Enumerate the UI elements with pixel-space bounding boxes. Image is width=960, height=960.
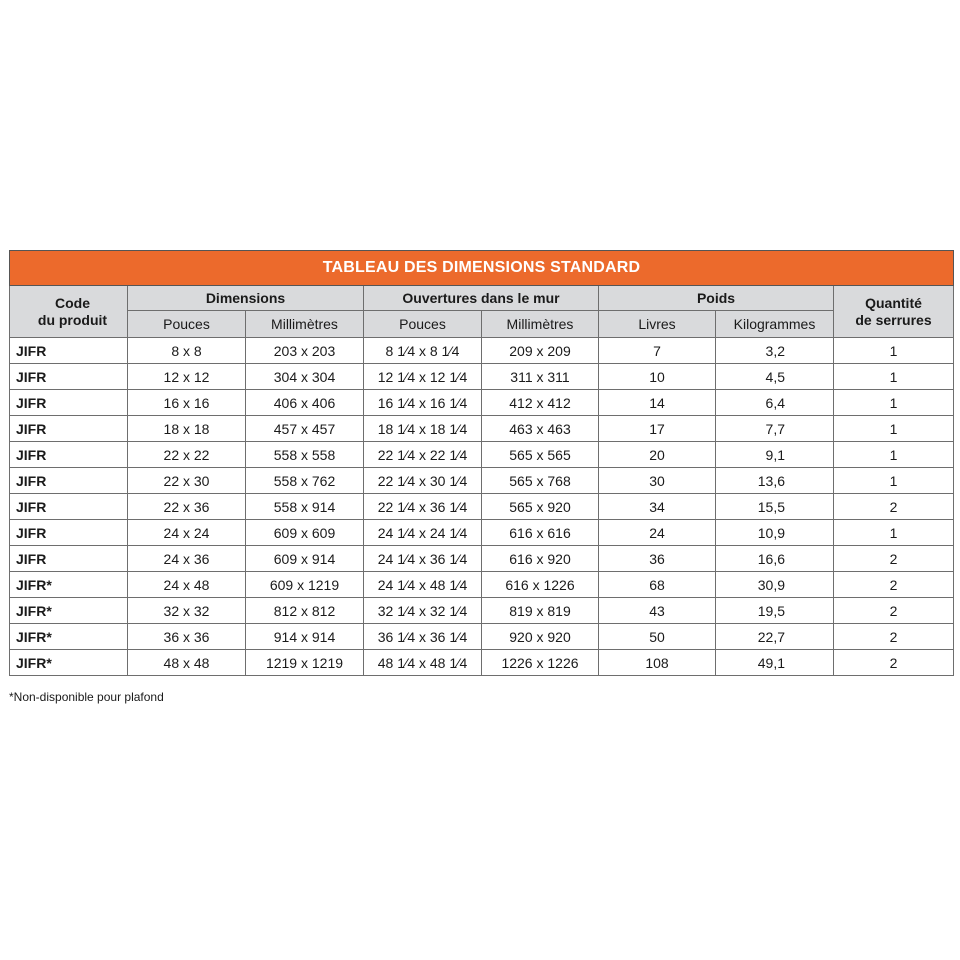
product-code-cell: JIFR [10, 416, 128, 442]
opening-mm-cell: 616 x 920 [482, 546, 599, 572]
weight-kg-cell: 49,1 [716, 650, 834, 676]
table-title: TABLEAU DES DIMENSIONS STANDARD [10, 251, 954, 286]
dim-mm-cell: 457 x 457 [246, 416, 364, 442]
dim-mm-cell: 203 x 203 [246, 338, 364, 364]
product-code-cell: JIFR* [10, 572, 128, 598]
opening-mm-cell: 412 x 412 [482, 390, 599, 416]
opening-inches-cell: 12 1⁄4 x 12 1⁄4 [364, 364, 482, 390]
table-row [10, 650, 954, 676]
lock-qty-cell: 2 [834, 572, 954, 598]
dim-mm-cell: 304 x 304 [246, 364, 364, 390]
opening-inches-cell: 24 1⁄4 x 36 1⁄4 [364, 546, 482, 572]
weight-kg-cell: 15,5 [716, 494, 834, 520]
weight-lbs-cell: 50 [599, 624, 716, 650]
subheader-weight-lbs: Livres [599, 311, 716, 338]
dimensions-table [9, 250, 954, 676]
dim-inches-cell: 32 x 32 [128, 598, 246, 624]
table-row [10, 546, 954, 572]
dim-inches-cell: 24 x 48 [128, 572, 246, 598]
weight-kg-cell: 10,9 [716, 520, 834, 546]
dim-inches-cell: 36 x 36 [128, 624, 246, 650]
product-code-cell: JIFR* [10, 598, 128, 624]
lock-qty-cell: 2 [834, 598, 954, 624]
header-wall-openings: Ouvertures dans le mur [364, 286, 599, 311]
weight-lbs-cell: 14 [599, 390, 716, 416]
opening-mm-cell: 209 x 209 [482, 338, 599, 364]
weight-kg-cell: 30,9 [716, 572, 834, 598]
dim-mm-cell: 558 x 914 [246, 494, 364, 520]
table-row [10, 624, 954, 650]
subheader-openings-mm: Millimètres [482, 311, 599, 338]
opening-mm-cell: 565 x 920 [482, 494, 599, 520]
dim-inches-cell: 24 x 24 [128, 520, 246, 546]
table-row [10, 520, 954, 546]
lock-qty-cell: 2 [834, 546, 954, 572]
opening-inches-cell: 24 1⁄4 x 24 1⁄4 [364, 520, 482, 546]
opening-mm-cell: 1226 x 1226 [482, 650, 599, 676]
lock-qty-cell: 1 [834, 364, 954, 390]
dim-mm-cell: 406 x 406 [246, 390, 364, 416]
weight-lbs-cell: 30 [599, 468, 716, 494]
table-row [10, 494, 954, 520]
lock-qty-cell: 1 [834, 338, 954, 364]
header-product-code-line2: du produit [37, 311, 108, 328]
opening-inches-cell: 8 1⁄4 x 8 1⁄4 [364, 338, 482, 364]
weight-lbs-cell: 108 [599, 650, 716, 676]
weight-lbs-cell: 34 [599, 494, 716, 520]
dim-inches-cell: 12 x 12 [128, 364, 246, 390]
subheader-dimensions-inches: Pouces [128, 311, 246, 338]
opening-mm-cell: 616 x 1226 [482, 572, 599, 598]
opening-mm-cell: 565 x 565 [482, 442, 599, 468]
opening-inches-cell: 18 1⁄4 x 18 1⁄4 [364, 416, 482, 442]
dim-mm-cell: 609 x 1219 [246, 572, 364, 598]
table-header [10, 251, 954, 338]
dim-mm-cell: 812 x 812 [246, 598, 364, 624]
weight-lbs-cell: 43 [599, 598, 716, 624]
dim-mm-cell: 558 x 762 [246, 468, 364, 494]
weight-lbs-cell: 68 [599, 572, 716, 598]
dim-inches-cell: 16 x 16 [128, 390, 246, 416]
opening-inches-cell: 36 1⁄4 x 36 1⁄4 [364, 624, 482, 650]
dim-inches-cell: 48 x 48 [128, 650, 246, 676]
weight-kg-cell: 3,2 [716, 338, 834, 364]
opening-mm-cell: 819 x 819 [482, 598, 599, 624]
lock-qty-cell: 1 [834, 468, 954, 494]
table-row [10, 338, 954, 364]
product-code-cell: JIFR [10, 338, 128, 364]
product-code-cell: JIFR [10, 494, 128, 520]
lock-qty-cell: 1 [834, 390, 954, 416]
header-product-code [10, 286, 128, 338]
opening-mm-cell: 463 x 463 [482, 416, 599, 442]
weight-lbs-cell: 36 [599, 546, 716, 572]
weight-lbs-cell: 20 [599, 442, 716, 468]
dim-inches-cell: 22 x 36 [128, 494, 246, 520]
header-lock-quantity [834, 286, 954, 338]
header-weight: Poids [599, 286, 834, 311]
weight-lbs-cell: 17 [599, 416, 716, 442]
subheader-weight-kg: Kilogrammes [716, 311, 834, 338]
table-row [10, 442, 954, 468]
lock-qty-cell: 1 [834, 416, 954, 442]
weight-kg-cell: 7,7 [716, 416, 834, 442]
product-code-cell: JIFR [10, 468, 128, 494]
header-lock-quantity-line1: Quantité [865, 294, 922, 311]
footnote: *Non-disponible pour plafond [9, 690, 164, 704]
dim-mm-cell: 609 x 609 [246, 520, 364, 546]
weight-kg-cell: 4,5 [716, 364, 834, 390]
subheader-dimensions-mm: Millimètres [246, 311, 364, 338]
opening-inches-cell: 22 1⁄4 x 22 1⁄4 [364, 442, 482, 468]
opening-mm-cell: 920 x 920 [482, 624, 599, 650]
product-code-cell: JIFR [10, 520, 128, 546]
dim-inches-cell: 8 x 8 [128, 338, 246, 364]
table-row [10, 572, 954, 598]
weight-kg-cell: 16,6 [716, 546, 834, 572]
dim-mm-cell: 1219 x 1219 [246, 650, 364, 676]
table-row [10, 468, 954, 494]
product-code-cell: JIFR [10, 364, 128, 390]
lock-qty-cell: 2 [834, 494, 954, 520]
product-code-cell: JIFR* [10, 650, 128, 676]
weight-kg-cell: 19,5 [716, 598, 834, 624]
lock-qty-cell: 2 [834, 650, 954, 676]
opening-mm-cell: 311 x 311 [482, 364, 599, 390]
opening-mm-cell: 616 x 616 [482, 520, 599, 546]
dim-inches-cell: 18 x 18 [128, 416, 246, 442]
product-code-cell: JIFR* [10, 624, 128, 650]
opening-mm-cell: 565 x 768 [482, 468, 599, 494]
weight-lbs-cell: 24 [599, 520, 716, 546]
table-row [10, 364, 954, 390]
weight-kg-cell: 9,1 [716, 442, 834, 468]
subheader-openings-inches: Pouces [364, 311, 482, 338]
opening-inches-cell: 16 1⁄4 x 16 1⁄4 [364, 390, 482, 416]
weight-kg-cell: 6,4 [716, 390, 834, 416]
dim-inches-cell: 24 x 36 [128, 546, 246, 572]
dim-inches-cell: 22 x 22 [128, 442, 246, 468]
product-code-cell: JIFR [10, 442, 128, 468]
table-body [10, 338, 954, 676]
header-product-code-line1: Code [55, 294, 90, 311]
table-row [10, 598, 954, 624]
opening-inches-cell: 48 1⁄4 x 48 1⁄4 [364, 650, 482, 676]
product-code-cell: JIFR [10, 546, 128, 572]
dim-mm-cell: 914 x 914 [246, 624, 364, 650]
weight-lbs-cell: 7 [599, 338, 716, 364]
table-row [10, 416, 954, 442]
opening-inches-cell: 24 1⁄4 x 48 1⁄4 [364, 572, 482, 598]
header-dimensions: Dimensions [128, 286, 364, 311]
weight-lbs-cell: 10 [599, 364, 716, 390]
opening-inches-cell: 32 1⁄4 x 32 1⁄4 [364, 598, 482, 624]
lock-qty-cell: 1 [834, 520, 954, 546]
dim-inches-cell: 22 x 30 [128, 468, 246, 494]
opening-inches-cell: 22 1⁄4 x 30 1⁄4 [364, 468, 482, 494]
weight-kg-cell: 22,7 [716, 624, 834, 650]
header-lock-quantity-line2: de serrures [855, 311, 932, 328]
lock-qty-cell: 2 [834, 624, 954, 650]
opening-inches-cell: 22 1⁄4 x 36 1⁄4 [364, 494, 482, 520]
dim-mm-cell: 558 x 558 [246, 442, 364, 468]
dim-mm-cell: 609 x 914 [246, 546, 364, 572]
lock-qty-cell: 1 [834, 442, 954, 468]
table-row [10, 390, 954, 416]
product-code-cell: JIFR [10, 390, 128, 416]
weight-kg-cell: 13,6 [716, 468, 834, 494]
